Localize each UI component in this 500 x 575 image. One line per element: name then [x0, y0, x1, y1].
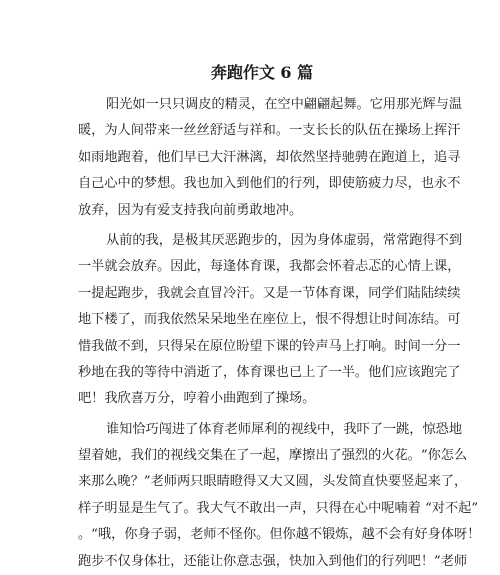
- text-line: 样子明显是生气了。我大气不敢出一声，只得在心中呢喃着 “对不起”: [78, 500, 479, 516]
- text-line: 如雨地跑着，他们早已大汗淋漓，却依然坚持驰骋在跑道上，追寻: [78, 149, 461, 165]
- text-line: 谁知恰巧闯进了体育老师犀利的视线中，我吓了一跳，惊恐地: [106, 421, 463, 437]
- text-line: 暖，为人间带来一丝丝舒适与祥和。一支长长的队伍在操场上挥汗: [78, 123, 461, 139]
- text-line: 阳光如一只只调皮的精灵，在空中翩翩起舞。它用那光辉与温: [106, 97, 463, 112]
- text-line: 从前的我，是极其厌恶跑步的，因为身体虚弱，常常跑得不到: [106, 232, 463, 248]
- text-line: 跑步不仅身体壮，还能让你意志强，快加入到他们的行列吧！”老师: [78, 553, 468, 569]
- paragraph-1: [78, 92, 463, 224]
- text-line: 吧！我欣喜万分，哼着小曲跑到了操场。: [78, 391, 316, 407]
- text-line: 自己心中的梦想。我也加入到他们的行列，即使筋疲力尽，也永不: [78, 176, 461, 192]
- text-line: 地下楼了，而我依然呆呆地坐在座位上，恨不得想让时间冻结。可: [78, 312, 461, 328]
- text-line: 。“哦，你身子弱，老师不怪你。但你越不锻炼，越不会有好身体呀！: [78, 527, 481, 543]
- paragraph-3: [78, 417, 481, 575]
- document-title: 奔跑作文 6 篇: [210, 63, 314, 82]
- text-line: 秒地在我的等待中消逝了，体育课也已上了一半。他们应该跑完了: [78, 364, 461, 380]
- text-line: 一提起跑步，我就会直冒冷汗。又是一节体育课，同学们陆陆续续: [78, 285, 461, 301]
- text-line: 放弃，因为有爱支持我向前勇敢地冲。: [78, 202, 303, 218]
- paragraph-2: [78, 228, 463, 413]
- text-line: 惜我做不到，只得呆在原位盼望下课的铃声马上打响。时间一分一: [78, 338, 461, 354]
- text-line: 来那么晚？”老师两只眼睛瞪得又大又圆，头发简直快要竖起来了，: [78, 474, 468, 490]
- text-line: 望着她，我们的视线交集在了一起，摩擦出了强烈的火花。“你怎么: [78, 448, 468, 464]
- text-line: 一半就会放弃。因此，每逢体育课，我都会怀着忐忑的心情上课，: [78, 259, 461, 275]
